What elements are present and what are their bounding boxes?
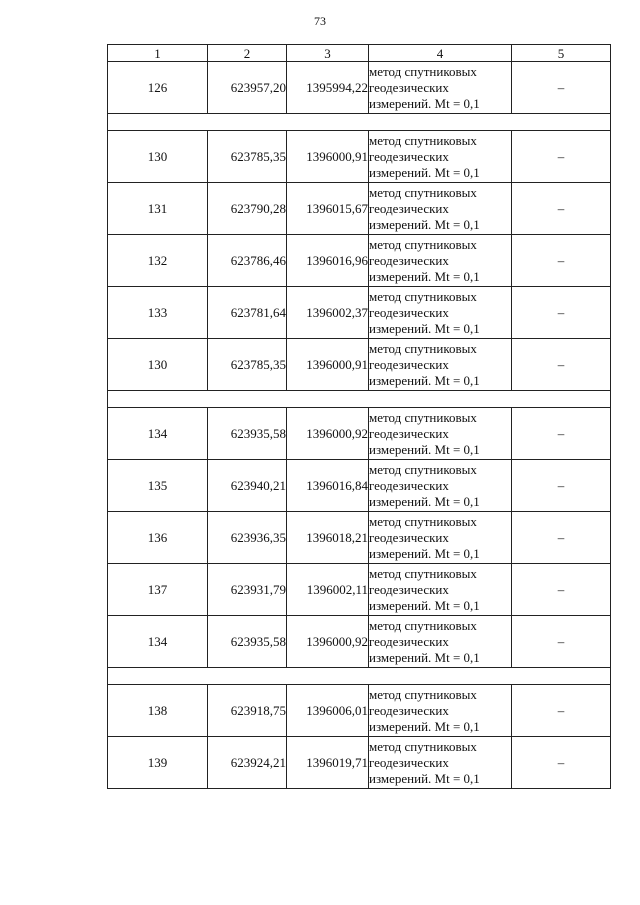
method-line: метод спутниковых	[369, 565, 477, 581]
method-line: геодезических	[369, 200, 449, 216]
y-coordinate-cell: 1396016,84	[287, 460, 369, 512]
x-coordinate-cell: 623918,75	[208, 685, 287, 737]
table-row	[108, 287, 611, 339]
y-coordinate-cell: 1396000,91	[287, 131, 369, 183]
method-line: геодезических	[369, 702, 449, 718]
method-line: измерений. Mt = 0,1	[369, 649, 480, 665]
point-number-cell: 133	[108, 287, 208, 339]
method-line: геодезических	[369, 477, 449, 493]
separator-cell	[108, 668, 611, 685]
note-cell: –	[512, 131, 611, 183]
method-line: геодезических	[369, 79, 449, 95]
method-line: измерений. Mt = 0,1	[369, 493, 480, 509]
separator-cell	[108, 114, 611, 131]
point-number-cell: 126	[108, 62, 208, 114]
note-cell: –	[512, 183, 611, 235]
y-coordinate-cell: 1396002,37	[287, 287, 369, 339]
y-coordinate-cell: 1396019,71	[287, 737, 369, 789]
method-line: геодезических	[369, 529, 449, 545]
method-line: измерений. Mt = 0,1	[369, 216, 480, 232]
point-number-cell: 134	[108, 616, 208, 668]
method-line: геодезических	[369, 425, 449, 441]
y-coordinate-cell: 1396000,92	[287, 616, 369, 668]
x-coordinate-cell: 623786,46	[208, 235, 287, 287]
method-cell	[369, 564, 512, 616]
group-separator-row	[108, 114, 611, 131]
table-row	[108, 737, 611, 789]
method-line: метод спутниковых	[369, 738, 477, 754]
note-cell: –	[512, 737, 611, 789]
method-line: геодезических	[369, 148, 449, 164]
header-col-1: 1	[108, 45, 208, 62]
method-line: метод спутниковых	[369, 340, 477, 356]
point-number-cell: 138	[108, 685, 208, 737]
note-cell: –	[512, 460, 611, 512]
header-col-5: 5	[512, 45, 611, 62]
method-line: геодезических	[369, 754, 449, 770]
table-row	[108, 512, 611, 564]
method-line: метод спутниковых	[369, 617, 477, 633]
method-line: измерений. Mt = 0,1	[369, 372, 480, 388]
table-row	[108, 685, 611, 737]
note-cell: –	[512, 235, 611, 287]
x-coordinate-cell: 623931,79	[208, 564, 287, 616]
method-cell	[369, 339, 512, 391]
method-line: геодезических	[369, 581, 449, 597]
method-line: метод спутниковых	[369, 132, 477, 148]
table-row	[108, 408, 611, 460]
y-coordinate-cell: 1396000,91	[287, 339, 369, 391]
header-col-3: 3	[287, 45, 369, 62]
note-cell: –	[512, 62, 611, 114]
table-row	[108, 183, 611, 235]
y-coordinate-cell: 1396018,21	[287, 512, 369, 564]
method-line: измерений. Mt = 0,1	[369, 718, 480, 734]
method-line: метод спутниковых	[369, 184, 477, 200]
method-line: геодезических	[369, 633, 449, 649]
method-line: геодезических	[369, 252, 449, 268]
header-col-4: 4	[369, 45, 512, 62]
method-line: метод спутниковых	[369, 288, 477, 304]
y-coordinate-cell: 1396015,67	[287, 183, 369, 235]
y-coordinate-cell: 1396002,11	[287, 564, 369, 616]
method-line: метод спутниковых	[369, 409, 477, 425]
y-coordinate-cell: 1396016,96	[287, 235, 369, 287]
note-cell: –	[512, 408, 611, 460]
table-row	[108, 62, 611, 114]
method-cell	[369, 235, 512, 287]
note-cell: –	[512, 616, 611, 668]
table-row	[108, 131, 611, 183]
method-cell	[369, 616, 512, 668]
note-cell: –	[512, 512, 611, 564]
x-coordinate-cell: 623790,28	[208, 183, 287, 235]
x-coordinate-cell: 623935,58	[208, 408, 287, 460]
method-line: геодезических	[369, 304, 449, 320]
note-cell: –	[512, 685, 611, 737]
x-coordinate-cell: 623957,20	[208, 62, 287, 114]
method-cell	[369, 131, 512, 183]
y-coordinate-cell: 1396006,01	[287, 685, 369, 737]
group-separator-row	[108, 668, 611, 685]
method-line: измерений. Mt = 0,1	[369, 597, 480, 613]
method-cell	[369, 183, 512, 235]
point-number-cell: 139	[108, 737, 208, 789]
table-body	[108, 62, 611, 789]
method-line: измерений. Mt = 0,1	[369, 770, 480, 786]
method-line: измерений. Mt = 0,1	[369, 441, 480, 457]
separator-cell	[108, 391, 611, 408]
point-number-cell: 136	[108, 512, 208, 564]
x-coordinate-cell: 623935,58	[208, 616, 287, 668]
method-cell	[369, 737, 512, 789]
method-line: измерений. Mt = 0,1	[369, 268, 480, 284]
method-cell	[369, 408, 512, 460]
x-coordinate-cell: 623785,35	[208, 131, 287, 183]
note-cell: –	[512, 339, 611, 391]
point-number-cell: 130	[108, 339, 208, 391]
x-coordinate-cell: 623936,35	[208, 512, 287, 564]
table-row	[108, 564, 611, 616]
x-coordinate-cell: 623940,21	[208, 460, 287, 512]
point-number-cell: 132	[108, 235, 208, 287]
note-cell: –	[512, 287, 611, 339]
method-cell	[369, 287, 512, 339]
method-line: метод спутниковых	[369, 513, 477, 529]
method-line: измерений. Mt = 0,1	[369, 95, 480, 111]
table-row	[108, 616, 611, 668]
method-line: измерений. Mt = 0,1	[369, 320, 480, 336]
method-line: измерений. Mt = 0,1	[369, 164, 480, 180]
page-number: 73	[314, 14, 326, 28]
method-line: измерений. Mt = 0,1	[369, 545, 480, 561]
group-separator-row	[108, 391, 611, 408]
point-number-cell: 131	[108, 183, 208, 235]
y-coordinate-cell: 1395994,22	[287, 62, 369, 114]
method-line: геодезических	[369, 356, 449, 372]
point-number-cell: 135	[108, 460, 208, 512]
point-number-cell: 137	[108, 564, 208, 616]
table-row	[108, 235, 611, 287]
method-line: метод спутниковых	[369, 461, 477, 477]
table-row	[108, 339, 611, 391]
method-cell	[369, 460, 512, 512]
method-cell	[369, 62, 512, 114]
point-number-cell: 130	[108, 131, 208, 183]
method-cell	[369, 512, 512, 564]
header-col-2: 2	[208, 45, 287, 62]
note-cell: –	[512, 564, 611, 616]
method-cell	[369, 685, 512, 737]
x-coordinate-cell: 623781,64	[208, 287, 287, 339]
method-line: метод спутниковых	[369, 236, 477, 252]
method-line: метод спутниковых	[369, 63, 477, 79]
y-coordinate-cell: 1396000,92	[287, 408, 369, 460]
table-row	[108, 460, 611, 512]
method-line: метод спутниковых	[369, 686, 477, 702]
coordinates-table	[107, 44, 611, 789]
header-row	[108, 45, 611, 62]
x-coordinate-cell: 623924,21	[208, 737, 287, 789]
x-coordinate-cell: 623785,35	[208, 339, 287, 391]
point-number-cell: 134	[108, 408, 208, 460]
